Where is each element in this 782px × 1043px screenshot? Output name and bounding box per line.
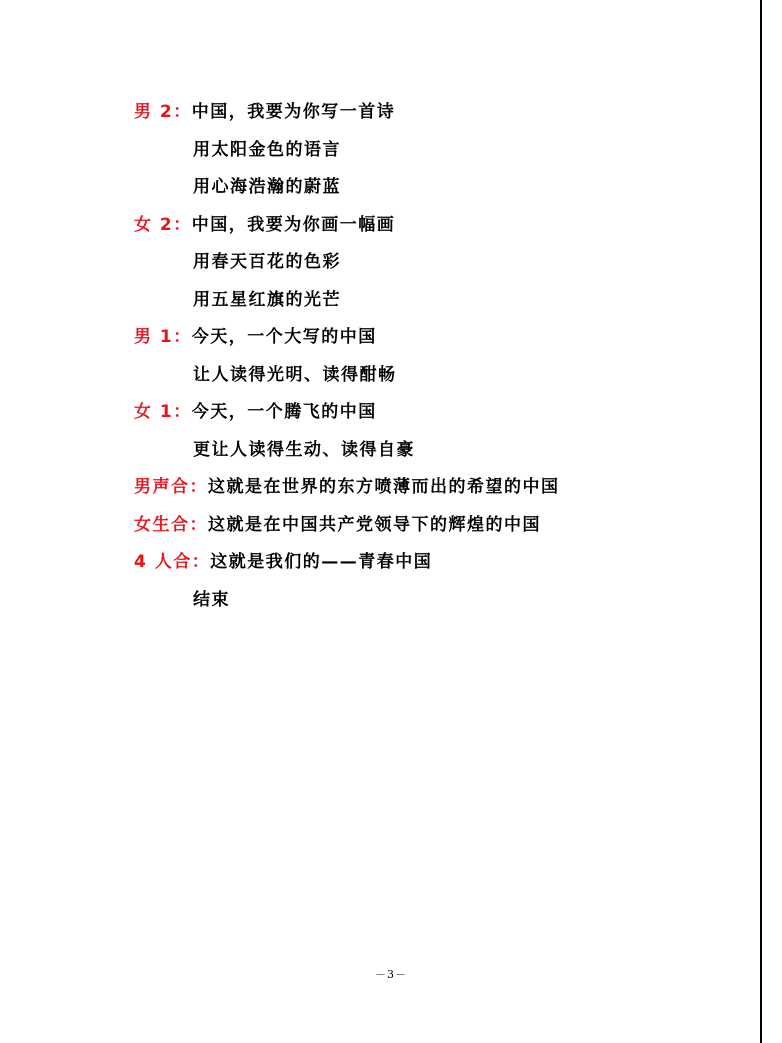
speaker-label: 女生合： xyxy=(134,514,208,535)
line-text: 这就是在世界的东方喷薄而出的希望的中国 xyxy=(208,477,560,497)
line-text: 用春天百花的色彩 xyxy=(193,252,341,272)
speaker-label: 男 1： xyxy=(134,327,192,347)
script-line xyxy=(134,547,744,585)
script-line xyxy=(134,172,744,210)
script-line xyxy=(134,210,744,248)
script-line xyxy=(134,97,744,135)
speaker-label: 男声合： xyxy=(134,477,208,497)
page-number: －3－ xyxy=(375,968,407,981)
page-right-border xyxy=(760,0,762,1043)
line-text: 今天，一个腾飞的中国 xyxy=(191,402,377,422)
line-text: 用五星红旗的光芒 xyxy=(193,289,341,310)
script-line xyxy=(134,135,744,173)
script-line xyxy=(134,510,744,548)
script-line xyxy=(134,322,744,360)
speaker-label: 女 2： xyxy=(134,214,192,235)
line-text: 今天，一个大写的中国 xyxy=(191,327,377,347)
poem-script xyxy=(134,97,744,622)
script-line xyxy=(134,472,744,510)
line-text: 用心海浩瀚的蔚蓝 xyxy=(193,177,341,197)
line-text: 用太阳金色的语言 xyxy=(193,139,341,160)
line-text: 这就是在中国共产党领导下的辉煌的中国 xyxy=(208,514,541,535)
speaker-label: 男 2： xyxy=(134,102,192,122)
script-line xyxy=(134,435,744,473)
speaker-label: 女 1： xyxy=(134,402,192,422)
script-line xyxy=(134,247,744,285)
speaker-label: 4 人合： xyxy=(134,552,211,572)
script-line xyxy=(134,585,744,623)
script-line xyxy=(134,285,744,323)
script-line xyxy=(134,360,744,398)
line-text: 让人读得光明、读得酣畅 xyxy=(193,364,397,385)
line-text: 更让人读得生动、读得自豪 xyxy=(193,439,415,460)
line-text: 结束 xyxy=(193,589,230,610)
script-line xyxy=(134,397,744,435)
line-text: 中国，我要为你写一首诗 xyxy=(191,102,396,122)
line-text: 这就是我们的——青春中国 xyxy=(210,552,433,572)
line-text: 中国，我要为你画一幅画 xyxy=(191,214,396,235)
